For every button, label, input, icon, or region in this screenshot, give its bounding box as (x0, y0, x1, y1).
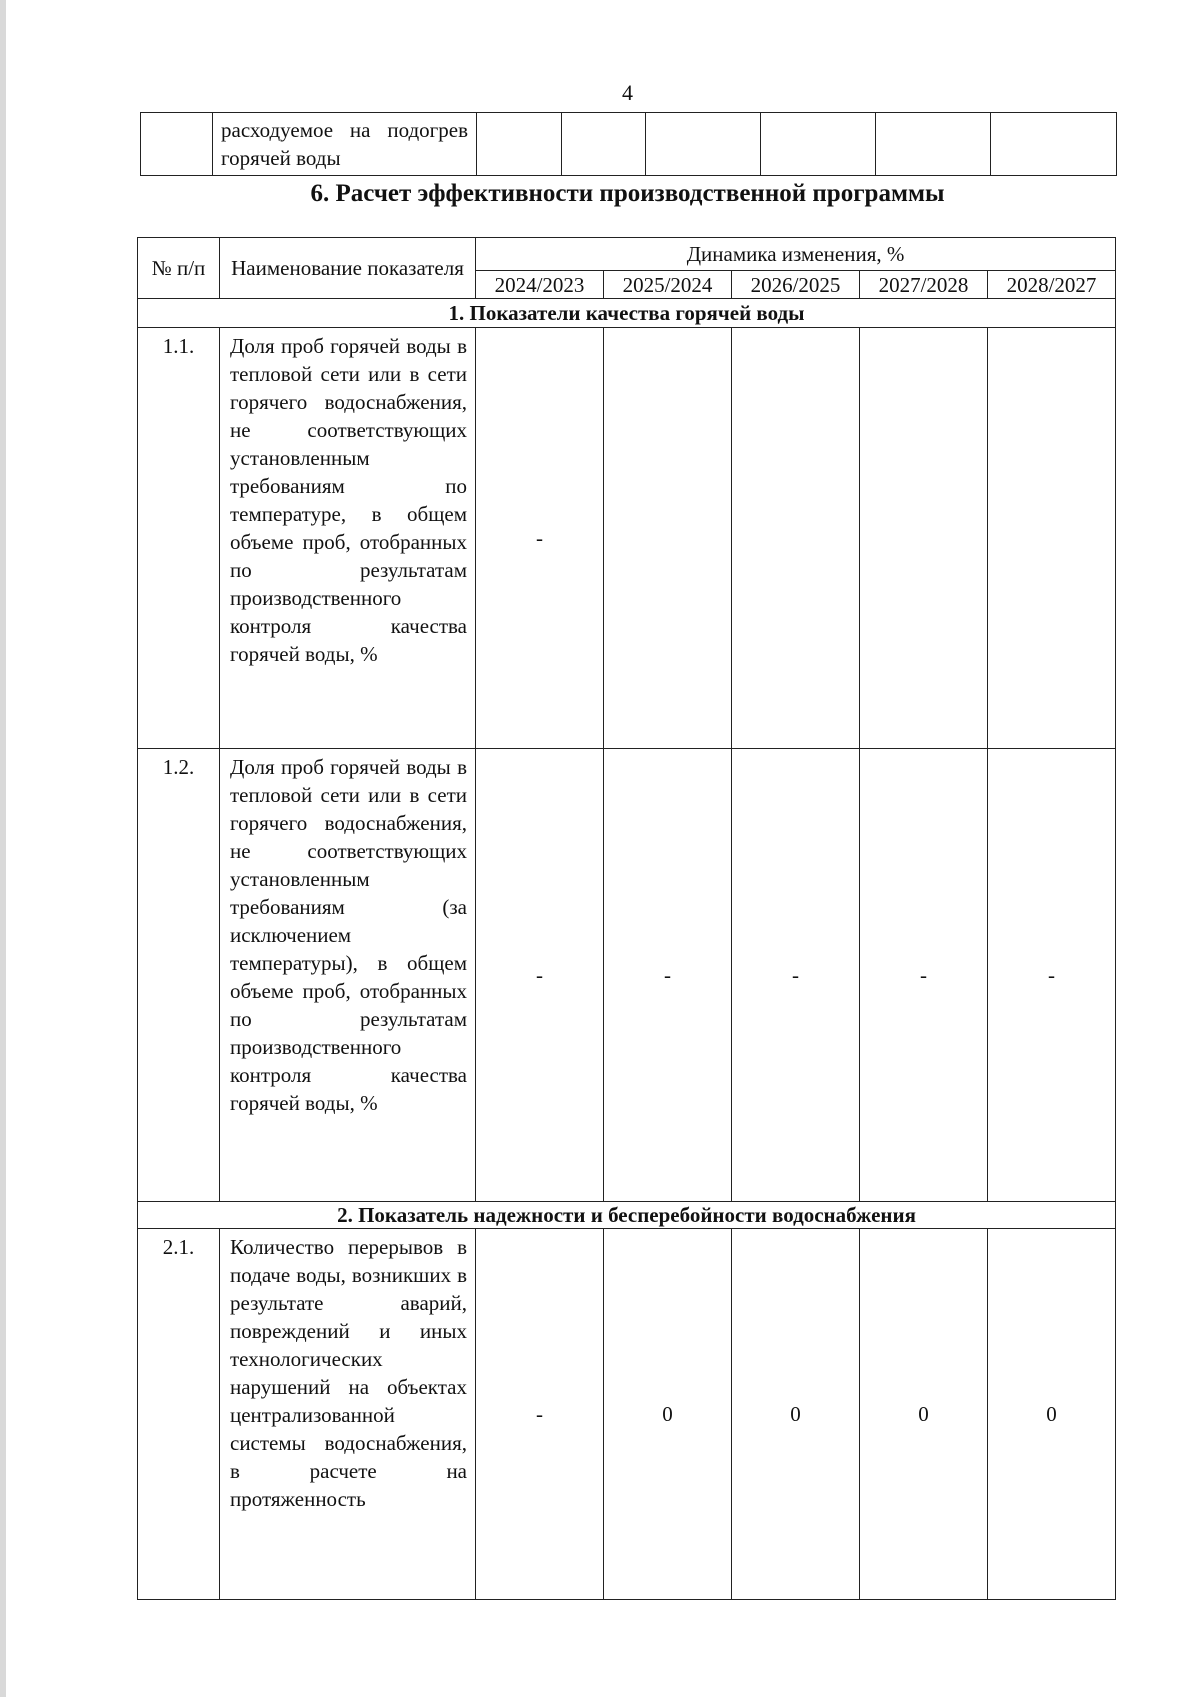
header-year: 2024/2023 (476, 271, 604, 299)
row-number: 1.1. (138, 328, 220, 749)
header-row (138, 238, 1116, 271)
value-cell: - (988, 749, 1116, 1202)
group-row (138, 299, 1116, 328)
table-row (138, 749, 1116, 1202)
value-cell (876, 113, 991, 176)
value-cell: 0 (860, 1229, 988, 1600)
efficiency-table (137, 237, 1116, 1600)
header-year: 2026/2025 (732, 271, 860, 299)
group-title: 1. Показатели качества горячей воды (138, 299, 1116, 328)
row-name: Доля проб горячей воды в тепловой сети или в сети горячего водоснабжения, не соответствующих установленным требованиям (за исключением температуры), в общем объеме проб, отобранных по результатам производственного контроля качества горячей воды, % (220, 749, 476, 1202)
scan-edge (0, 0, 6, 1697)
value-cell (646, 113, 761, 176)
continuation-table (140, 112, 1117, 176)
value-cell: 0 (604, 1229, 732, 1600)
row-number-cell (141, 113, 213, 176)
group-row (138, 1202, 1116, 1229)
row-name: Доля проб горячей воды в тепловой сети или в сети горячего водоснабжения, не соответствующих установленным требованиям по температуре, в общем объеме проб, отобранных по результатам производственного контроля качества горячей воды, % (220, 328, 476, 749)
value-cell (761, 113, 876, 176)
header-year: 2025/2024 (604, 271, 732, 299)
value-cell: - (476, 1229, 604, 1600)
header-dynamics: Динамика изменения, % (476, 238, 1116, 271)
value-cell: - (860, 749, 988, 1202)
value-cell (991, 113, 1117, 176)
value-cell: 0 (732, 1229, 860, 1600)
row-name: Количество перерывов в подаче воды, возникших в результате аварий, повреждений и иных технологических нарушений на объектах централизованной системы водоснабжения, в расчете на протяженность (220, 1229, 476, 1600)
table-row (138, 1229, 1116, 1600)
value-cell: - (604, 749, 732, 1202)
row-name-cell: расходуемое на подогрев горячей воды (213, 113, 477, 176)
value-cell (732, 328, 860, 749)
value-cell (562, 113, 646, 176)
value-cell: - (476, 328, 604, 749)
value-cell (860, 328, 988, 749)
value-cell (477, 113, 562, 176)
table-row (141, 113, 1117, 176)
header-year: 2027/2028 (860, 271, 988, 299)
section-title: 6. Расчет эффективности производственной программы (310, 180, 945, 207)
table-row (138, 328, 1116, 749)
row-number: 2.1. (138, 1229, 220, 1600)
header-number: № п/п (138, 238, 220, 299)
group-title: 2. Показатель надежности и бесперебойности водоснабжения (138, 1202, 1116, 1229)
value-cell: - (732, 749, 860, 1202)
header-name: Наименование показателя (220, 238, 476, 299)
page-number: 4 (622, 80, 633, 105)
row-number: 1.2. (138, 749, 220, 1202)
header-year: 2028/2027 (988, 271, 1116, 299)
value-cell (988, 328, 1116, 749)
value-cell: - (476, 749, 604, 1202)
value-cell: 0 (988, 1229, 1116, 1600)
value-cell (604, 328, 732, 749)
